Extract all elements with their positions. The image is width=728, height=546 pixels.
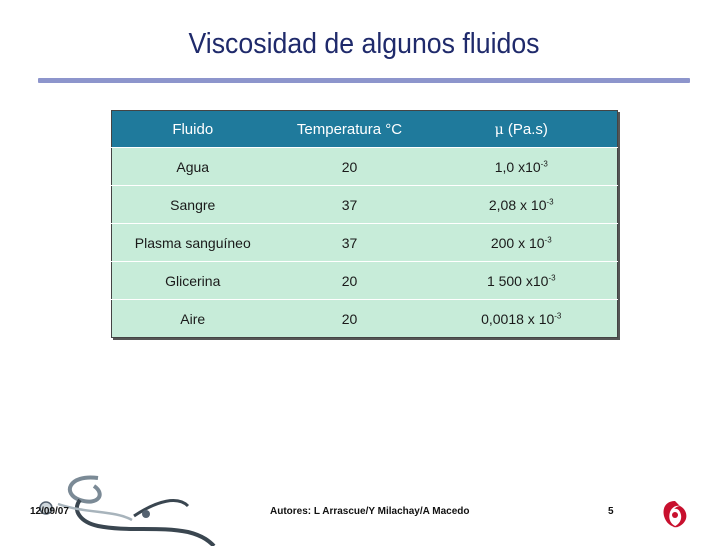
- cell-viscosity: [426, 300, 618, 338]
- viscosity-exponent: -3: [554, 310, 562, 320]
- cell-viscosity: [426, 148, 618, 186]
- cell-temperature: 37: [274, 186, 426, 224]
- viscosity-base: 200 x 10: [490, 234, 545, 251]
- footer-authors: Autores: L Arrascue/Y Milachay/A Macedo: [270, 506, 470, 517]
- table-row: [112, 300, 618, 338]
- table-row: [112, 262, 618, 300]
- footer-page-number: 5: [608, 506, 614, 517]
- header-viscosity-unit: (Pa.s): [507, 120, 548, 138]
- header-temperature: Temperatura °C: [274, 111, 426, 148]
- cell-viscosity: [426, 186, 618, 224]
- table-row: [112, 148, 618, 186]
- cell-fluid: Glicerina: [112, 262, 274, 300]
- cell-temperature: 37: [274, 224, 426, 262]
- viscosity-base: 1 500 x10: [486, 272, 549, 289]
- footer-date: 12/09/07: [30, 506, 69, 517]
- cell-fluid: Agua: [112, 148, 274, 186]
- viscosity-exponent: -3: [546, 196, 554, 206]
- viscosity-exponent: -3: [548, 272, 556, 282]
- header-fluid: Fluido: [112, 111, 274, 148]
- viscosity-base: 1,0 x10: [494, 158, 541, 175]
- viscosity-exponent: -3: [540, 158, 548, 168]
- cell-viscosity: [426, 262, 618, 300]
- table-row: [112, 224, 618, 262]
- cell-viscosity: [426, 224, 618, 262]
- cell-temperature: 20: [274, 148, 426, 186]
- header-viscosity: [426, 111, 618, 148]
- cell-fluid: Aire: [112, 300, 274, 338]
- cell-fluid: Sangre: [112, 186, 274, 224]
- viscosity-exponent: -3: [544, 234, 552, 244]
- viscosity-base: 2,08 x 10: [488, 196, 547, 213]
- university-logo-icon: [660, 498, 690, 530]
- viscosity-base: 0,0018 x 10: [481, 310, 555, 327]
- mu-symbol: μ: [494, 121, 504, 138]
- slide-title: Viscosidad de algunos fluidos: [188, 28, 540, 60]
- table-header-row: [112, 111, 618, 148]
- cell-fluid: Plasma sanguíneo: [112, 224, 274, 262]
- title-underline: [38, 78, 690, 83]
- cell-temperature: 20: [274, 300, 426, 338]
- cell-temperature: 20: [274, 262, 426, 300]
- table-row: [112, 186, 618, 224]
- viscosity-table: [111, 110, 618, 338]
